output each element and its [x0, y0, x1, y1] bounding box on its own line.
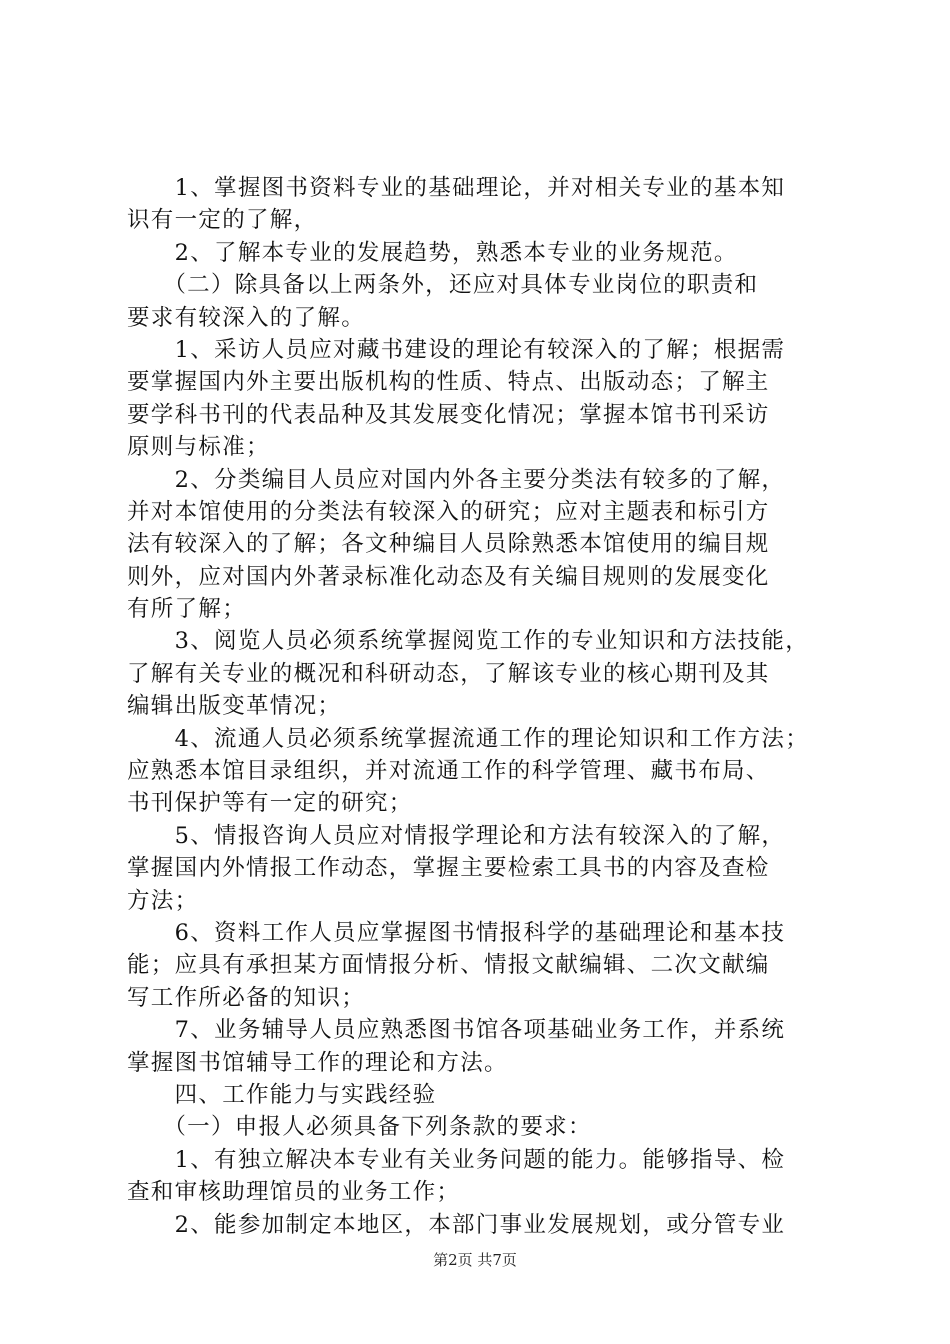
text-line: 掌握图书馆辅导工作的理论和方法。 — [127, 1049, 508, 1076]
text-line: 四、工作能力与实践经验 — [127, 1081, 437, 1108]
text-line: 1、掌握图书资料专业的基础理论，并对相关专业的基本知 — [127, 175, 786, 201]
text-line: 能；应具有承担某方面情报分析、情报文献编辑、二次文献编 — [127, 952, 770, 979]
text-line: 原则与标准； — [127, 434, 270, 461]
text-line: 6、资料工作人员应掌握图书情报科学的基础理论和基本技 — [127, 919, 786, 946]
text-line: 2、分类编目人员应对国内外各主要分类法有较多的了解， — [127, 466, 786, 493]
text-line: 1、有独立解决本专业有关业务问题的能力。能够指导、检 — [127, 1146, 786, 1173]
text-line: 方法； — [127, 887, 199, 914]
text-line: 则外，应对国内外著录标准化动态及有关编目规则的发展变化 — [127, 563, 770, 590]
text-line: （一）申报人必须具备下列条款的要求： — [127, 1114, 592, 1141]
text-line: 识有一定的了解， — [127, 207, 318, 234]
text-line: 书刊保护等有一定的研究； — [127, 790, 413, 817]
text-line: 并对本馆使用的分类法有较深入的研究；应对主题表和标引方 — [127, 498, 770, 525]
text-line: 掌握国内外情报工作动态，掌握主要检索工具书的内容及查检 — [127, 855, 770, 882]
text-line: 应熟悉本馆目录组织，并对流通工作的科学管理、藏书布局、 — [127, 758, 770, 785]
text-line: 有所了解； — [127, 596, 247, 623]
text-line: 1、采访人员应对藏书建设的理论有较深入的了解；根据需 — [127, 336, 786, 363]
text-line: 查和审核助理馆员的业务工作； — [127, 1179, 461, 1206]
text-line: 5、情报咨询人员应对情报学理论和方法有较深入的了解， — [127, 822, 786, 849]
text-line: 2、了解本专业的发展趋势，熟悉本专业的业务规范。 — [127, 239, 738, 266]
text-line: 3、阅览人员必须系统掌握阅览工作的专业知识和方法技能， — [127, 628, 810, 655]
text-line: 编辑出版变革情况； — [127, 693, 342, 720]
document-body — [127, 172, 832, 1241]
text-line: 了解有关专业的概况和科研动态，了解该专业的核心期刊及其 — [127, 660, 770, 687]
page-footer: 第2页 共7页 — [433, 1251, 517, 1269]
text-line: 法有较深入的了解；各文种编目人员除熟悉本馆使用的编目规 — [127, 531, 770, 558]
text-line: 4、流通人员必须系统掌握流通工作的理论知识和工作方法； — [127, 725, 810, 752]
text-line: 要求有较深入的了解。 — [127, 304, 366, 331]
text-line: 要掌握国内外主要出版机构的性质、特点、出版动态；了解主 — [127, 369, 770, 396]
text-line: 写工作所必备的知识； — [127, 984, 366, 1011]
text-line: 2、能参加制定本地区，本部门事业发展规划，或分管专业 — [127, 1211, 786, 1238]
text-line: 7、业务辅导人员应熟悉图书馆各项基础业务工作，并系统 — [127, 1017, 786, 1044]
text-line: 要学科书刊的代表品种及其发展变化情况；掌握本馆书刊采访 — [127, 401, 770, 428]
text-line: （二）除具备以上两条外，还应对具体专业岗位的职责和 — [127, 272, 759, 299]
